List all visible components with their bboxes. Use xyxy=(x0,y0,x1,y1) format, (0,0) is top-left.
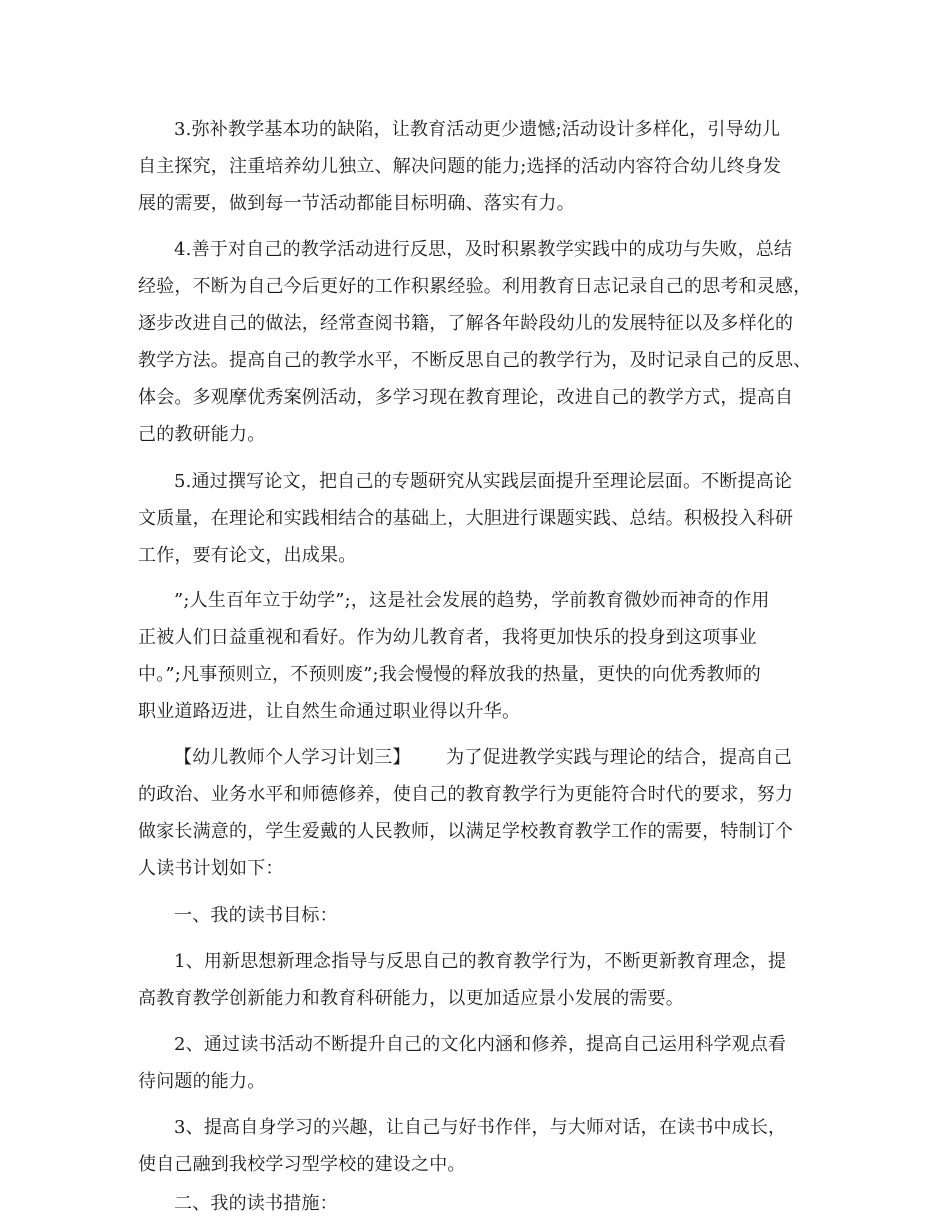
text-line: 待问题的能力。 xyxy=(138,1071,266,1092)
text-line: 3.弥补教学基本功的缺陷，让教育活动更少遗憾;活动设计多样化，引导幼儿 xyxy=(174,119,781,140)
text-line: 1、用新思想新理念指导与反思自己的教育教学行为，不断更新教育理念，提 xyxy=(174,951,787,972)
text-line: 工作，要有论文，出成果。 xyxy=(138,545,357,566)
text-line: 4.善于对自己的教学活动进行反思，及时积累教学实践中的成功与失败，总结 xyxy=(174,239,793,260)
subheading-line: 二、我的读书措施： xyxy=(174,1193,338,1214)
text-line: 3、提高自身学习的兴趣，让自己与好书作伴，与大师对话，在读书中成长， xyxy=(174,1117,787,1138)
text-line: 职业道路迈进，让自然生命通过职业得以升华。 xyxy=(138,701,521,722)
text-line: 的政治、业务水平和师德修养，使自己的教育教学行为更能符合时代的要求，努力 xyxy=(138,784,794,805)
text-line: 教学方法。提高自己的教学水平，不断反思自己的教学行为，及时记录自己的反思、 xyxy=(138,350,812,371)
text-line: 正被人们日益重视和看好。作为幼儿教育者，我将更加快乐的投身到这项事业 xyxy=(138,627,757,648)
text-line: ”;人生百年立于幼学”;，这是社会发展的趋势，学前教育微妙而神奇的作用 xyxy=(174,590,770,611)
text-line: 经验，不断为自己今后更好的工作积累经验。利用教育日志记录自己的思考和灵感， xyxy=(138,276,812,297)
text-line: 逐步改进自己的做法，经常查阅书籍，了解各年龄段幼儿的发展特征以及多样化的 xyxy=(138,313,794,334)
text-line: 使自己融到我校学习型学校的建设之中。 xyxy=(138,1154,466,1175)
text-line: 人读书计划如下： xyxy=(138,858,284,879)
text-line: 2、通过读书活动不断提升自己的文化内涵和修养，提高自己运用科学观点看 xyxy=(174,1034,787,1055)
text-line: 体会。多观摩优秀案例活动，多学习现在教育理论，改进自己的教学方式，提高自 xyxy=(138,387,794,408)
subheading-line: 一、我的读书目标： xyxy=(174,905,338,926)
text-line: 高教育教学创新能力和教育科研能力，以更加适应景小发展的需要。 xyxy=(138,988,684,1009)
text-line: 中。”;凡事预则立，不预则废”;我会慢慢的释放我的热量，更快的向优秀教师的 xyxy=(138,664,761,685)
text-line: 展的需要，做到每一节活动都能目标明确、落实有力。 xyxy=(138,193,575,214)
section-heading-line: 【幼儿教师个人学习计划三】 为了促进教学实践与理论的结合，提高自己 xyxy=(174,747,792,768)
text-line: 自主探究，注重培养幼儿独立、解决问题的能力;选择的活动内容符合幼儿终身发 xyxy=(138,156,782,177)
text-line: 5.通过撰写论文，把自己的专题研究从实践层面提升至理论层面。不断提高论 xyxy=(174,471,793,492)
text-line: 做家长满意的，学生爱戴的人民教师，以满足学校教育教学工作的需要，特制订个 xyxy=(138,821,794,842)
text-line: 己的教研能力。 xyxy=(138,424,266,445)
text-line: 文质量，在理论和实践相结合的基础上，大胆进行课题实践、总结。积极投入科研 xyxy=(138,508,794,529)
